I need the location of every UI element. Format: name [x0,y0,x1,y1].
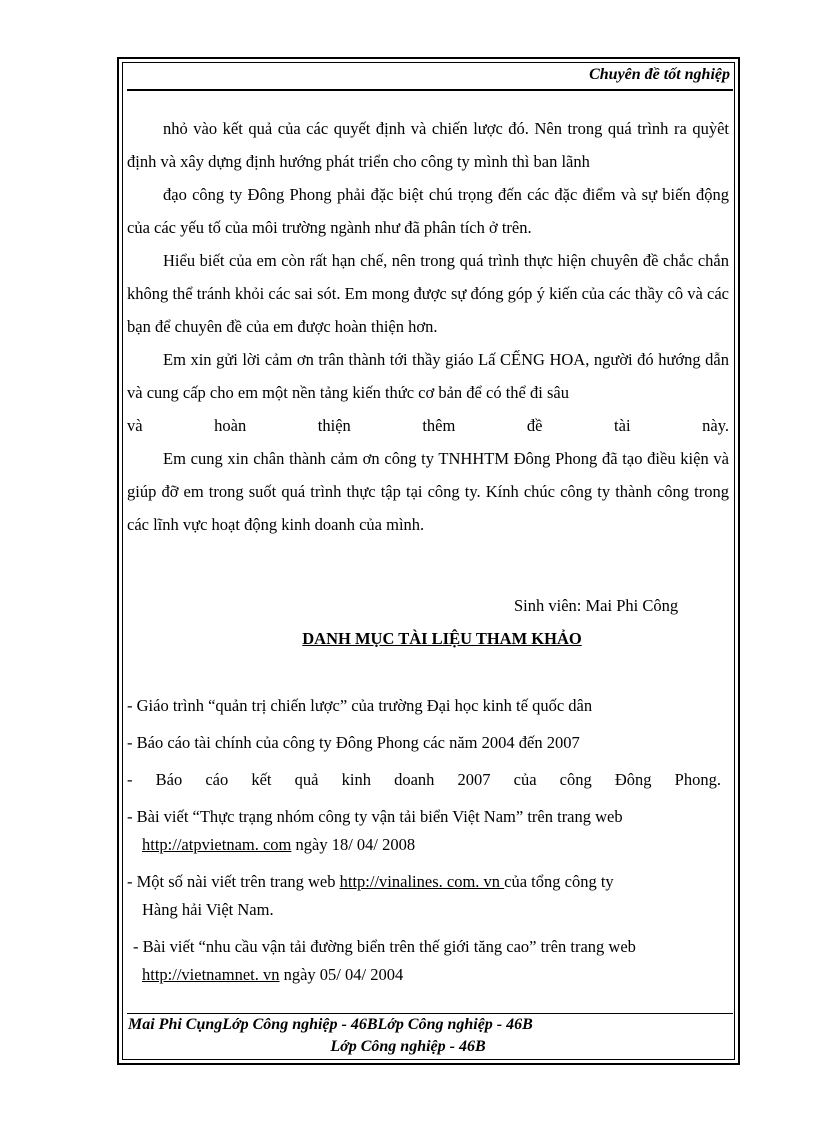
footer-line-2: Lớp Công nghiệp - 46B [330,1038,486,1055]
reference-item: - Bài viết “Thực trạng nhóm công ty vận tải biển Việt Nam” trên trang web http://atpvietnam. com ngày 18/ 04/ 2008 [127,807,623,854]
signature: Sinh viên: Mai Phi Công [514,596,679,615]
reference-item: - Bài viết “nhu cầu vận tải đường biển trên thế giới tăng cao” trên trang web http://vietnamnet. vn ngày 05/ 04/ 2004 [133,937,636,984]
paragraph-3: Hiểu biết của em còn rất hạn chế, nên trong quá trình thực hiện chuyên đề chắc chắn không thể tránh khỏi các sai sót. Em mong được sự đóng góp ý kiến của các thầy cô và các bạn để chuyên đề của em được hoàn thiện hơn. [127,251,729,336]
header-title: Chuyên đề tốt nghiệp [589,66,730,83]
reference-item: - Giáo trình “quản trị chiến lược” của trường Đại học kinh tế quốc dân [127,696,593,715]
references-list [127,692,721,998]
reference-item: - Báo cáo kết quả kinh doanh 2007 của công Đông Phong. [127,770,721,789]
paragraph-1: nhỏ vào kết quả của các quyết định và chiến lược đó. Nên trong quá trình ra quỳêt định và xây dựng định hướng phát triển cho công ty mình thì ban lãnh [127,119,729,171]
reference-link[interactable]: http://vinalines. com. vn [339,872,505,891]
reference-item: - Một số nài viết trên trang web http://vinalines. com. vn của tổng công ty Hàng hải Việt Nam. [127,872,614,919]
body-text [127,112,729,541]
paragraph-4-last-line: và hoàn thiện thêm đề tài này. [127,416,729,435]
header-rule [127,89,733,91]
reference-link[interactable]: http://atpvietnam. com [142,835,292,854]
references-title: DANH MỤC TÀI LIỆU THAM KHẢO [302,629,582,648]
paragraph-2: đạo công ty Đông Phong phải đặc biệt chú trọng đến các đặc điểm và sự biến động của các yếu tố của môi trường ngành như đã phân tích ở trên. [127,185,729,237]
reference-item: - Báo cáo tài chính của công ty Đông Phong các năm 2004 đến 2007 [127,733,580,752]
footer-line-1: Mai Phi CụngLớp Công nghiệp - 46BLớp Công nghiệp - 46B [128,1016,533,1033]
footer-rule [127,1013,733,1014]
paragraph-4: Em xin gửi lời cảm ơn trân thành tới thầy giáo Lấ CẾNG HOA, người đó hướng dẫn và cung cấp cho em một nền tảng kiến thức cơ bản để có thể đi sâu [127,350,729,402]
reference-link[interactable]: http://vietnamnet. vn [142,965,280,984]
paragraph-5: Em cung xin chân thành cảm ơn công ty TNHHTM Đông Phong đã tạo điều kiện và giúp đỡ em trong suốt quá trình thực tập tại công ty. Kính chúc công ty thành công trong các lĩnh vực hoạt động kinh doanh của mình. [127,449,729,534]
